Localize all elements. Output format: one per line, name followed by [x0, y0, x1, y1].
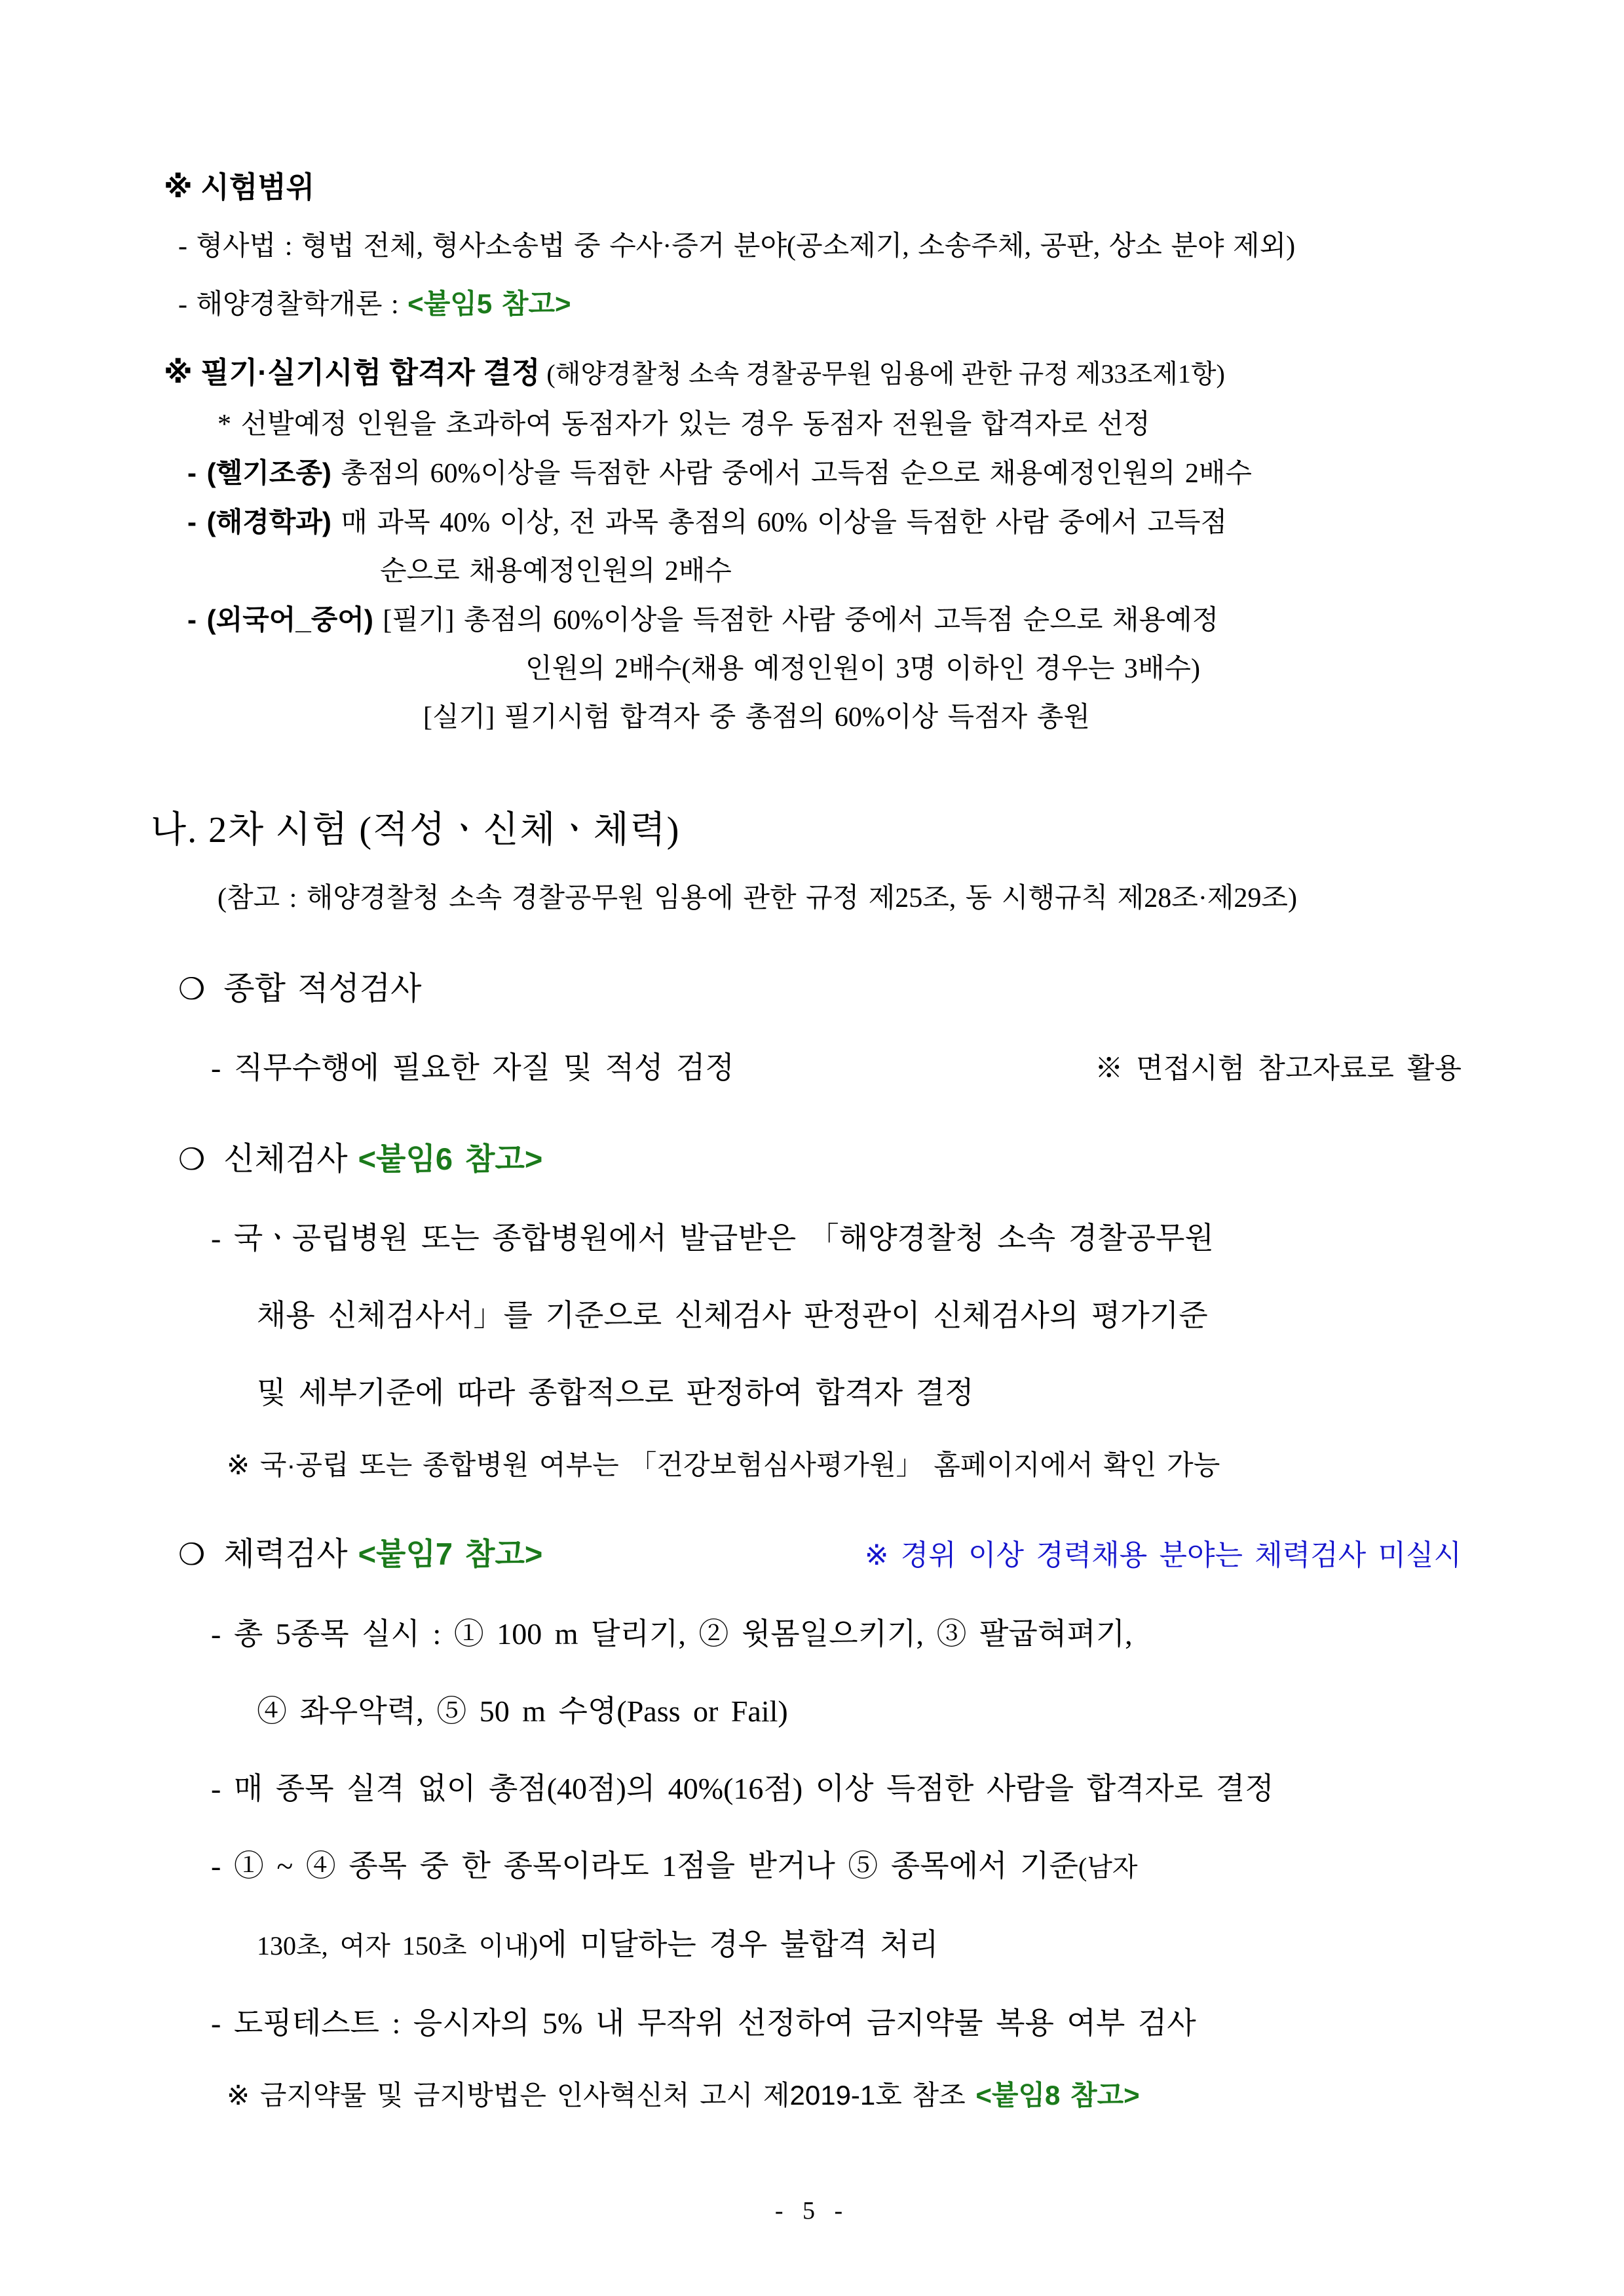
fitness-doping-line: - 도핑테스트 : 응시자의 5% 내 무작위 선정하여 금지약물 복용 여부 검사: [211, 2006, 1196, 2040]
attachment-8-ref: <붙임8 참고>: [975, 2080, 1140, 2111]
fitness-test-exemption-note: ※ 경위 이상 경력채용 분야는 체력검사 미실시: [864, 1539, 1462, 1571]
physical-exam-para-line1: - 국ㆍ공립병원 또는 종합병원에서 발급받은 「해양경찰청 소속 경찰공무원: [211, 1221, 1214, 1255]
pass-decision-heading-note: (해양경찰청 소속 경찰공무원 임용에 관한 규정 제33조제1항): [540, 359, 1225, 389]
decision-item-foreign-chinese-term: - (외국어_중어): [187, 604, 373, 635]
pass-decision-heading-title: ※ 필기·실기시험 합격자 결정: [164, 356, 540, 389]
aptitude-test-title: 종합 적성검사: [223, 970, 422, 1006]
physical-exam-title: 신체검사: [223, 1141, 348, 1177]
decision-item-foreign-chinese: [187, 596, 1462, 645]
fitness-doping-note: [227, 2078, 1462, 2113]
fitness-fail-rule-line2: [257, 1926, 1462, 1965]
decision-item-coastguard-major-term: - (해경학과): [187, 507, 331, 537]
circle-bullet-icon: ❍: [178, 1538, 206, 1571]
aptitude-test-block: [164, 968, 1462, 1088]
exam-scope-item-maritime-police: [178, 275, 1462, 334]
decision-item-coastguard-major-cont: 순으로 채용예정인원의 2배수: [380, 556, 732, 586]
fitness-test-heading: [178, 1534, 1462, 1576]
section-exam-scope: [164, 157, 1462, 334]
exam-scope-item-criminal-law: - 형사법 : 형법 전체, 형사소송법 중 수사·증거 분야(공소제기, 소송주체, 공판, 상소 분야 제외): [178, 231, 1296, 261]
decision-item-coastguard-major: [187, 498, 1462, 547]
physical-exam-para-line2: 채용 신체검사서」를 기준으로 신체검사 판정관이 신체검사의 평가기준: [257, 1299, 1208, 1332]
decision-item-foreign-chinese-cont1: 인원의 2배수(채용 예정인원이 3명 이하인 경우는 3배수): [525, 654, 1200, 684]
decision-item-helicopter-term: - (헬기조종): [187, 457, 331, 488]
page-number: - 5 -: [774, 2197, 850, 2225]
fitness-fail-rule-line1: [211, 1847, 1462, 1886]
pass-decision-heading: [164, 347, 1462, 400]
physical-exam-hospital-note: ※ 국·공립 또는 종합병원 여부는 「건강보험심사평가원」 홈페이지에서 확인 가능: [227, 1449, 1220, 1480]
physical-exam-para-line3: 및 세부기준에 따라 종합적으로 판정하여 합격자 결정: [257, 1376, 974, 1409]
aptitude-test-line: [211, 1049, 1462, 1088]
circle-bullet-icon: ❍: [178, 972, 206, 1006]
attachment-5-ref: <붙임5 참고>: [407, 288, 571, 319]
decision-item-coastguard-major-text: 매 과목 40% 이상, 전 과목 총점의 60% 이상을 득점한 사람 중에서 고득점: [331, 508, 1228, 538]
aptitude-test-text: - 직무수행에 필요한 자질 및 적성 검정: [211, 1051, 734, 1084]
fitness-pass-rule: - 매 종목 실격 없이 총점(40점)의 40%(16점) 이상 득점한 사람을 합격자로 결정: [211, 1772, 1274, 1805]
decision-item-foreign-chinese-text: [필기] 총점의 60%이상을 득점한 사람 중에서 고득점 순으로 채용예정: [373, 605, 1219, 636]
physical-exam-block: [164, 1139, 1462, 1483]
fitness-fail-rule-line2-text: 에 미달하는 경우 불합격 처리: [538, 1928, 939, 1961]
attachment-6-ref: <붙임6 참고>: [358, 1141, 543, 1176]
second-exam-reference: (참고 : 해양경찰청 소속 경찰공무원 임용에 관한 규정 제25조, 동 시행규칙 제28조·제29조): [217, 883, 1297, 913]
decision-item-helicopter-text: 총점의 60%이상을 득점한 사람 중에서 고득점 순으로 채용예정인원의 2배수: [331, 459, 1252, 489]
exam-scope-heading: ※ 시험범위: [164, 170, 315, 204]
fitness-fail-rule-line2-paren: 130초, 여자 150초 이내): [257, 1931, 538, 1961]
aptitude-interview-note: ※ 면접시험 참고자료로 활용: [1095, 1053, 1462, 1084]
fitness-fail-rule-line1-text: - ① ~ ④ 종목 중 한 종목이라도 1점을 받거나 ⑤ 종목에서 기준: [211, 1849, 1078, 1883]
decision-item-helicopter: [187, 449, 1462, 498]
aptitude-test-heading: [178, 968, 1462, 1010]
section-pass-decision: [164, 347, 1462, 742]
physical-exam-heading: [178, 1139, 1462, 1180]
second-exam-heading: 나. 2차 시험 (적성ㆍ신체ㆍ체력): [151, 810, 681, 851]
section-second-exam: [151, 805, 1462, 2113]
fitness-test-block: [164, 1534, 1462, 2113]
attachment-7-ref: <붙임7 참고>: [358, 1537, 543, 1571]
exam-scope-item-maritime-police-label: - 해양경찰학개론 :: [178, 290, 408, 320]
fitness-events-line1: - 총 5종목 실시 : ① 100 m 달리기, ② 윗몸일으키기, ③ 팔굽혀펴기,: [211, 1617, 1133, 1651]
fitness-events-line2: ④ 좌우악력, ⑤ 50 m 수영(Pass or Fail): [257, 1694, 788, 1728]
fitness-fail-rule-line1-paren: (남자: [1078, 1852, 1138, 1882]
fitness-test-title: 체력검사: [223, 1536, 348, 1572]
tiebreak-note: * 선발예정 인원을 초과하여 동점자가 있는 경우 동점자 전원을 합격자로 선정: [217, 410, 1150, 440]
decision-item-foreign-chinese-cont2: [실기] 필기시험 합격자 중 총점의 60%이상 득점자 총원: [423, 702, 1090, 733]
fitness-doping-note-text: ※ 금지약물 및 금지방법은 인사혁신처 고시 제2019-1호 참조: [227, 2080, 976, 2111]
circle-bullet-icon: ❍: [178, 1143, 206, 1176]
